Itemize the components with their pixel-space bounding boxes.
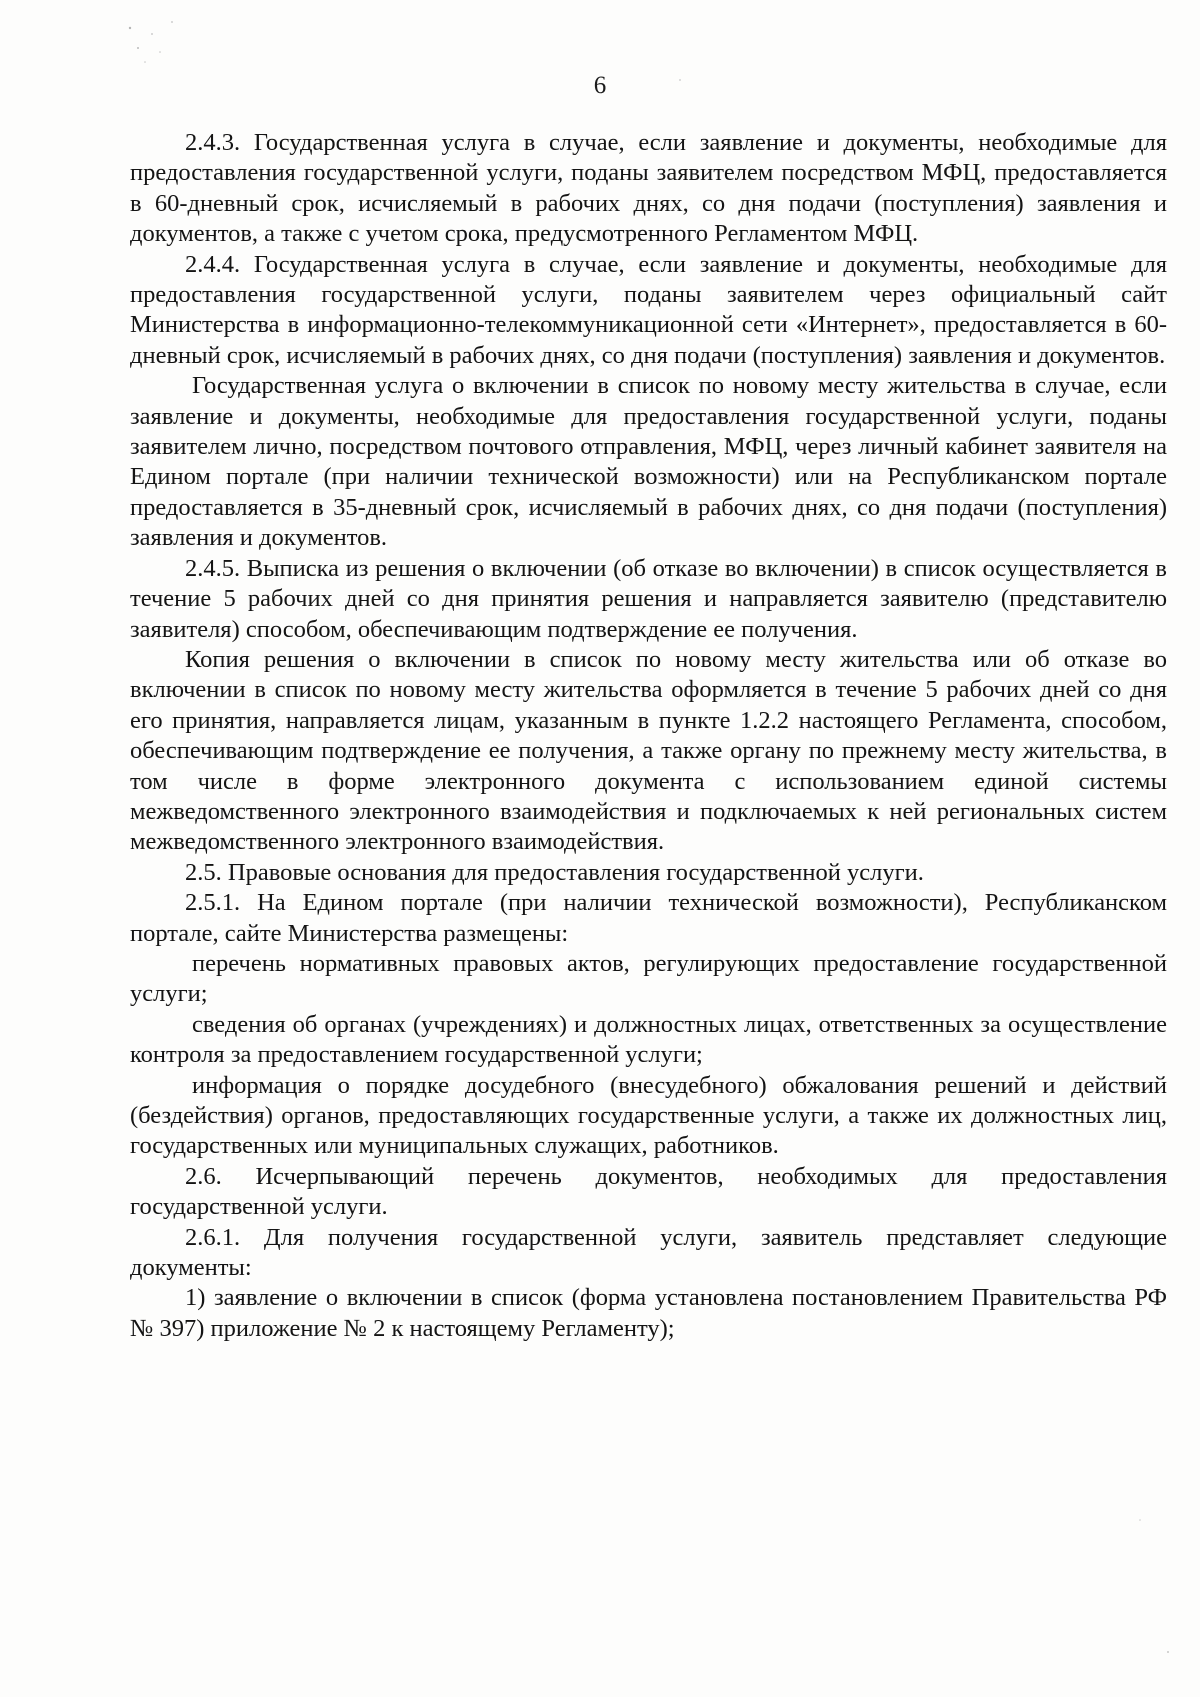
paragraph-2-5-1: 2.5.1. На Едином портале (при наличии технической возможности), Республиканском портале, сайте Министерства размещены: bbox=[130, 889, 1167, 947]
paragraph-2-5: 2.5. Правовые основания для предоставления государственной услуги. bbox=[185, 858, 924, 886]
paragraph-new-residence: Государственная услуга о включении в список по новому месту жительства в случае, если заявление и документы, необходимые для предоставления государственной услуги, поданы заявителем лично, посредством почтового отправления, МФЦ, через личный кабинет заявителя на Едином портале (при наличии технической возможности) или на Республиканском портале предоставляется в 35-дневный срок, исчисляемый в рабочих днях, со дня подачи (поступления) заявления и документов. bbox=[130, 372, 1167, 552]
paragraph-decision-copy: Копия решения о включении в список по новому месту жительства или об отказе во включении в список по новому месту жительства оформляется в течение 5 рабочих дней со дня его принятия, направляется лицам, указанным в пункте 1.2.2 настоящего Регламента, способом, обеспечивающим подтверждение ее получения, а также органу по прежнему месту жительства, в том числе в форме электронного документа с использованием единой системы межведомственного электронного взаимодействия и подключаемых к ней региональных систем межведомственного электронного взаимодействия. bbox=[130, 645, 1167, 856]
page-number: 6 bbox=[593, 72, 607, 99]
paragraph-2-4-4: 2.4.4. Государственная услуга в случае, если заявление и документы, необходимые для предоставления государственной услуги, поданы заявителем через официальный сайт Министерства в информационно-телекоммуникационной сети «Интернет», предоставляется в 60-дневный срок, исчисляемый в рабочих днях, со дня подачи (поступления) заявления и документов. bbox=[130, 250, 1167, 369]
paragraph-2-6-1: 2.6.1. Для получения государственной услуги, заявитель представляет следующие документы: bbox=[130, 1223, 1167, 1282]
paragraph-2-4-5: 2.4.5. Выписка из решения о включении (об отказе во включении) в список осуществляется в течение 5 рабочих дней со дня принятия решения и направляется заявителю (представителю заявителя) способом, обеспечивающим подтверждение ее получения. bbox=[130, 554, 1167, 643]
document-body bbox=[130, 128, 1167, 1344]
paragraph-legal-acts-list: перечень нормативных правовых актов, регулирующих предоставление государственной услуги; bbox=[130, 949, 1167, 1008]
paragraph-appeal-procedure: информация о порядке досудебного (внесудебного) обжалования решений и действий (бездействия) органов, предоставляющих государственные услуги, а также их должностных лиц, государственных или муниципальных служащих, работников. bbox=[130, 1071, 1167, 1160]
paragraph-2-6: 2.6. Исчерпывающий перечень документов, необходимых для предоставления государственной услуги. bbox=[130, 1162, 1167, 1221]
paragraph-control-bodies: сведения об органах (учреждениях) и должностных лицах, ответственных за осуществление контроля за предоставлением государственной услуги; bbox=[130, 1010, 1167, 1069]
paragraph-2-4-3: 2.4.3. Государственная услуга в случае, если заявление и документы, необходимые для предоставления государственной услуги, поданы заявителем посредством МФЦ, предоставляется в 60-дневный срок, исчисляемый в рабочих днях, со дня подачи (поступления) заявления и документов, а также с учетом срока, предусмотренного Регламентом МФЦ. bbox=[130, 129, 1167, 248]
paragraph-item-1: 1) заявление о включении в список (форма установлена постановлением Правительства РФ № 397) приложение № 2 к настоящему Регламенту); bbox=[130, 1284, 1167, 1342]
